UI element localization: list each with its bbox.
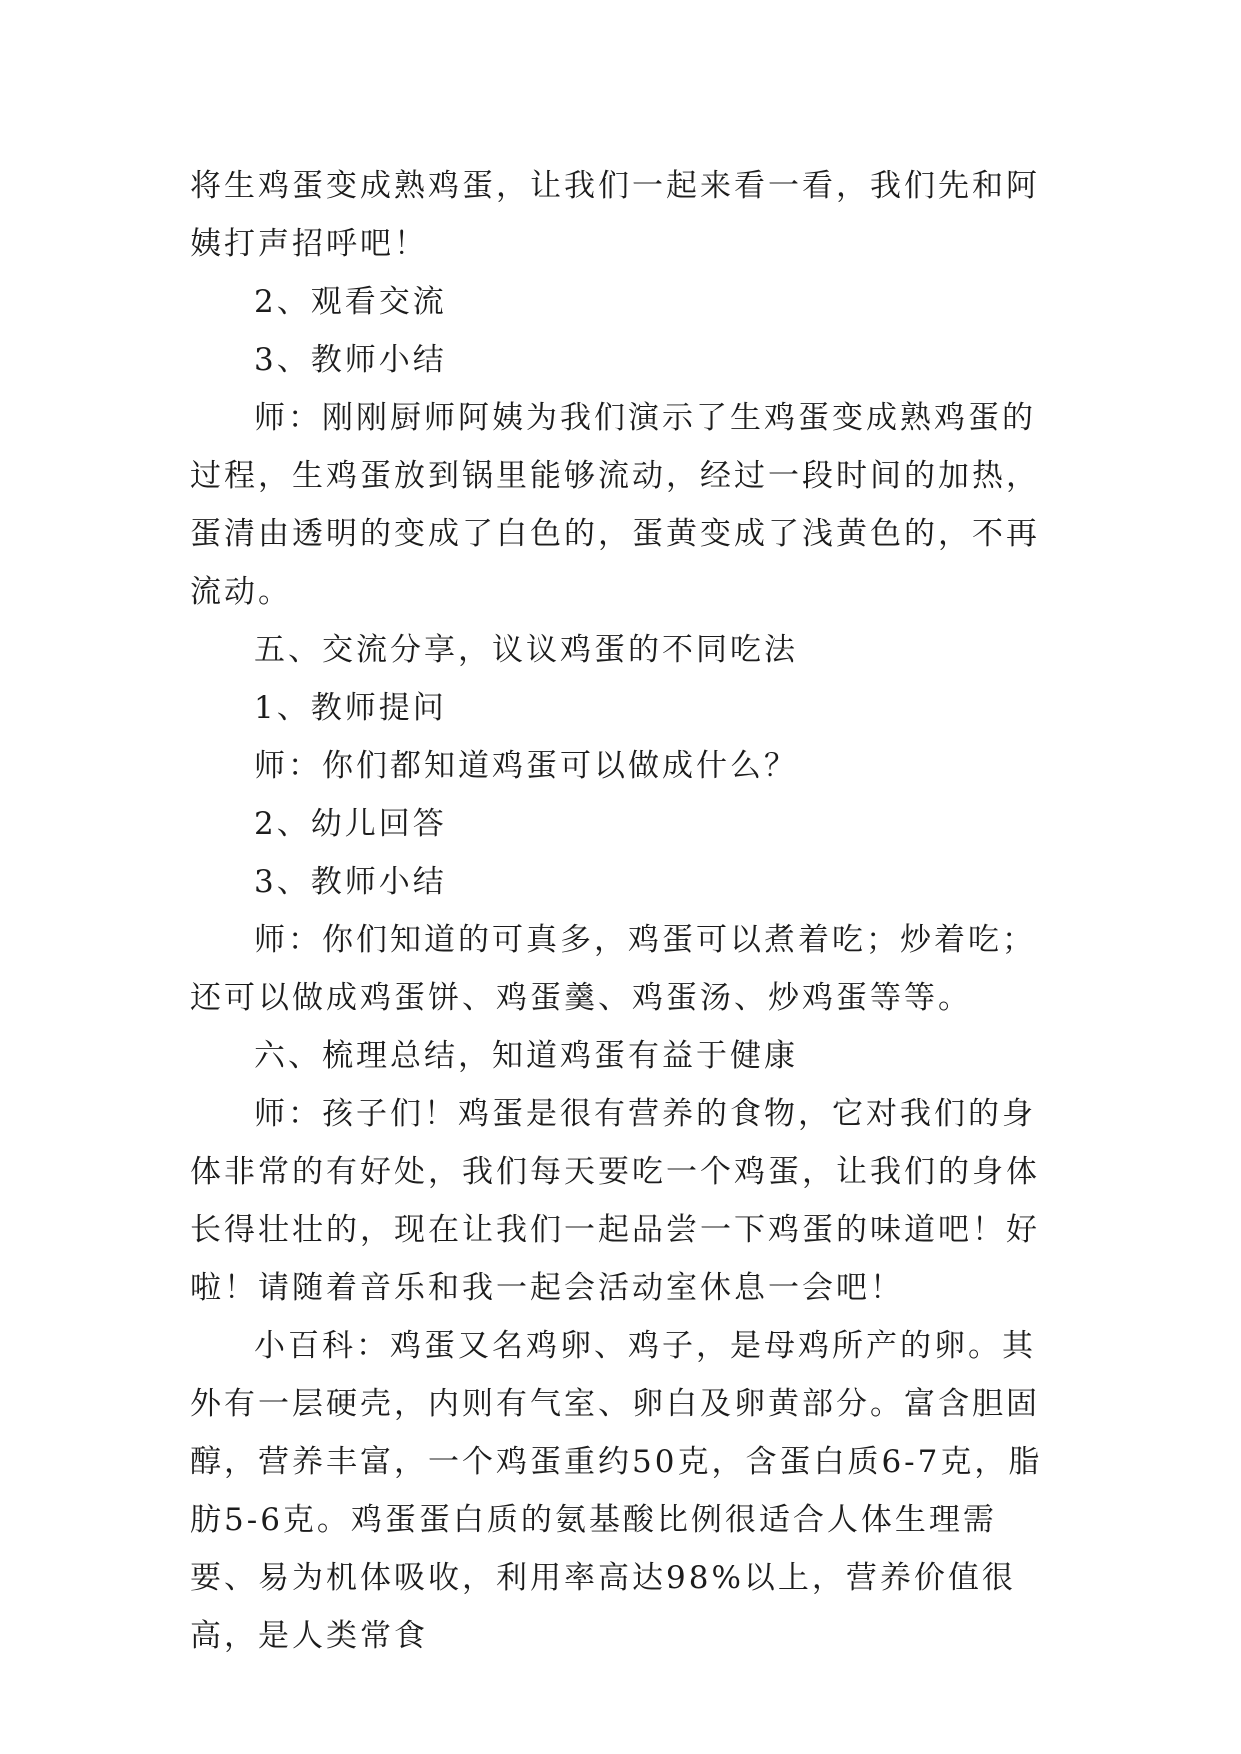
paragraph-encyclopedia: 小百科：鸡蛋又名鸡卵、鸡子，是母鸡所产的卵。其外有一层硬壳，内则有气室、卵白及卵黄部分。富含胆固醇，营养丰富，一个鸡蛋重约50克，含蛋白质6-7克，脂肪5-6克。鸡蛋蛋白质的氨基酸比例很适合人体生理需要、易为机体吸收，利用率高达98%以上，营养价值很高，是人类常食 <box>190 1328 1043 1654</box>
paragraph-teacher-demo-summary: 师：刚刚厨师阿姨为我们演示了生鸡蛋变成熟鸡蛋的过程，生鸡蛋放到锅里能够流动，经过一段时间的加热，蛋清由透明的变成了白色的，蛋黄变成了浅黄色的，不再流动。 <box>190 400 1040 610</box>
section-heading-five: 五、交流分享，议议鸡蛋的不同吃法 <box>254 632 798 668</box>
step-heading-teacher-summary: 3、教师小结 <box>254 342 447 378</box>
paragraph-teacher-question: 师：你们都知道鸡蛋可以做成什么？ <box>254 748 798 784</box>
section-heading-six: 六、梳理总结，知道鸡蛋有益于健康 <box>254 1038 798 1074</box>
step-heading-child-answer: 2、幼儿回答 <box>254 806 447 842</box>
paragraph-egg-dishes: 师：你们知道的可真多，鸡蛋可以煮着吃；炒着吃；还可以做成鸡蛋饼、鸡蛋羹、鸡蛋汤、炒鸡蛋等等。 <box>190 922 1036 1016</box>
paragraph-continuation: 将生鸡蛋变成熟鸡蛋，让我们一起来看一看，我们先和阿姨打声招呼吧！ <box>190 168 1040 262</box>
document-body <box>190 157 1060 1665</box>
step-heading-teacher-summary-2: 3、教师小结 <box>254 864 447 900</box>
paragraph-egg-nutrition: 师：孩子们！鸡蛋是很有营养的食物，它对我们的身体非常的有好处，我们每天要吃一个鸡蛋，让我们的身体长得壮壮的，现在让我们一起品尝一下鸡蛋的味道吧！好啦！请随着音乐和我一起会活动室休息一会吧！ <box>190 1096 1040 1306</box>
step-heading-teacher-question: 1、教师提问 <box>254 690 447 726</box>
step-heading-watch-exchange: 2、观看交流 <box>254 284 447 320</box>
